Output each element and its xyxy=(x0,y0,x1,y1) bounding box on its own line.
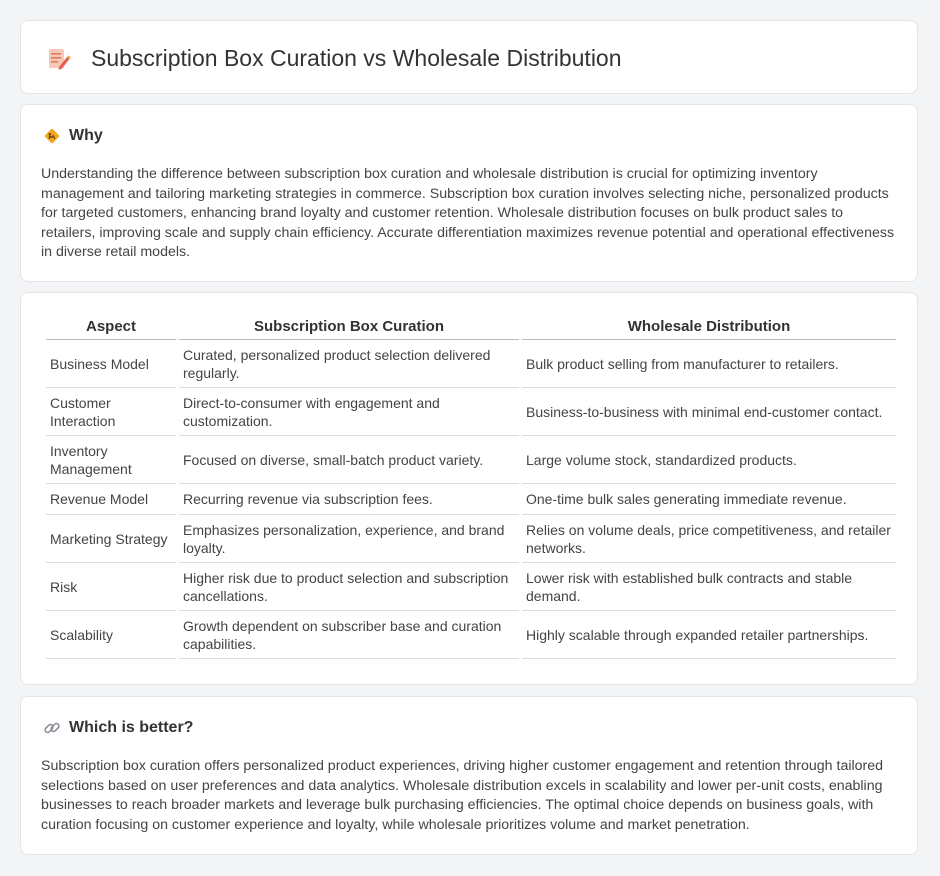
table-row xyxy=(46,515,896,563)
table-header-row xyxy=(46,315,896,340)
table-row xyxy=(46,611,896,659)
table-row xyxy=(46,340,896,388)
subscription-cell: Emphasizes personalization, experience, and brand loyalty. xyxy=(179,515,519,563)
wholesale-cell: Highly scalable through expanded retailer partnerships. xyxy=(522,611,896,659)
header-card xyxy=(20,20,918,94)
header-wholesale: Wholesale Distribution xyxy=(522,315,896,340)
comparison-table xyxy=(43,315,899,659)
table-row xyxy=(46,388,896,436)
warning-sign-icon xyxy=(43,127,61,145)
title-row xyxy=(45,45,622,72)
wholesale-cell: Large volume stock, standardized products. xyxy=(522,436,896,484)
wholesale-cell: One-time bulk sales generating immediate revenue. xyxy=(522,484,896,515)
why-title: Why xyxy=(69,127,103,144)
better-heading xyxy=(43,719,193,737)
header-subscription: Subscription Box Curation xyxy=(179,315,519,340)
wholesale-cell: Business-to-business with minimal end-customer contact. xyxy=(522,388,896,436)
aspect-cell: Risk xyxy=(46,563,176,611)
link-icon xyxy=(43,719,61,737)
table-row xyxy=(46,436,896,484)
aspect-cell: Inventory Management xyxy=(46,436,176,484)
aspect-cell: Revenue Model xyxy=(46,484,176,515)
subscription-cell: Direct-to-consumer with engagement and customization. xyxy=(179,388,519,436)
wholesale-cell: Relies on volume deals, price competitiveness, and retailer networks. xyxy=(522,515,896,563)
why-section xyxy=(20,104,918,282)
table-row xyxy=(46,563,896,611)
which-better-section xyxy=(20,696,918,855)
aspect-cell: Marketing Strategy xyxy=(46,515,176,563)
aspect-cell: Customer Interaction xyxy=(46,388,176,436)
subscription-cell: Curated, personalized product selection delivered regularly. xyxy=(179,340,519,388)
subscription-cell: Focused on diverse, small-batch product variety. xyxy=(179,436,519,484)
subscription-cell: Growth dependent on subscriber base and curation capabilities. xyxy=(179,611,519,659)
wholesale-cell: Lower risk with established bulk contracts and stable demand. xyxy=(522,563,896,611)
why-text: Understanding the difference between subscription box curation and wholesale distribution is crucial for optimizing inventory management and tailoring marketing strategies in commerce. Subscription box curation involves selecting niche, personalized products for targeted customers, enhancing brand loyalty and customer retention. Wholesale distribution focuses on bulk product sales to retailers, improving scale and supply chain efficiency. Accurate differentiation maximizes revenue potential and operational effectiveness in diverse retail models. xyxy=(41,166,895,260)
why-heading xyxy=(43,127,103,145)
subscription-cell: Higher risk due to product selection and subscription cancellations. xyxy=(179,563,519,611)
comparison-section xyxy=(20,292,918,685)
better-text: Subscription box curation offers personalized product experiences, driving higher customer engagement and retention through tailored selections based on user preferences and data analytics. Wholesale distribution excels in scalability and lower per-unit costs, enabling businesses to reach broader markets and leverage bulk purchasing efficiencies. The optimal choice depends on business goals, with curation focusing on customer experience and loyalty, while wholesale prioritizes volume and market penetration. xyxy=(41,758,884,833)
aspect-cell: Business Model xyxy=(46,340,176,388)
page-title: Subscription Box Curation vs Wholesale Distribution xyxy=(91,45,622,71)
subscription-cell: Recurring revenue via subscription fees. xyxy=(179,484,519,515)
document-edit-icon xyxy=(45,46,71,72)
table-row xyxy=(46,484,896,515)
wholesale-cell: Bulk product selling from manufacturer to retailers. xyxy=(522,340,896,388)
header-aspect: Aspect xyxy=(46,315,176,340)
aspect-cell: Scalability xyxy=(46,611,176,659)
better-title: Which is better? xyxy=(69,719,194,736)
